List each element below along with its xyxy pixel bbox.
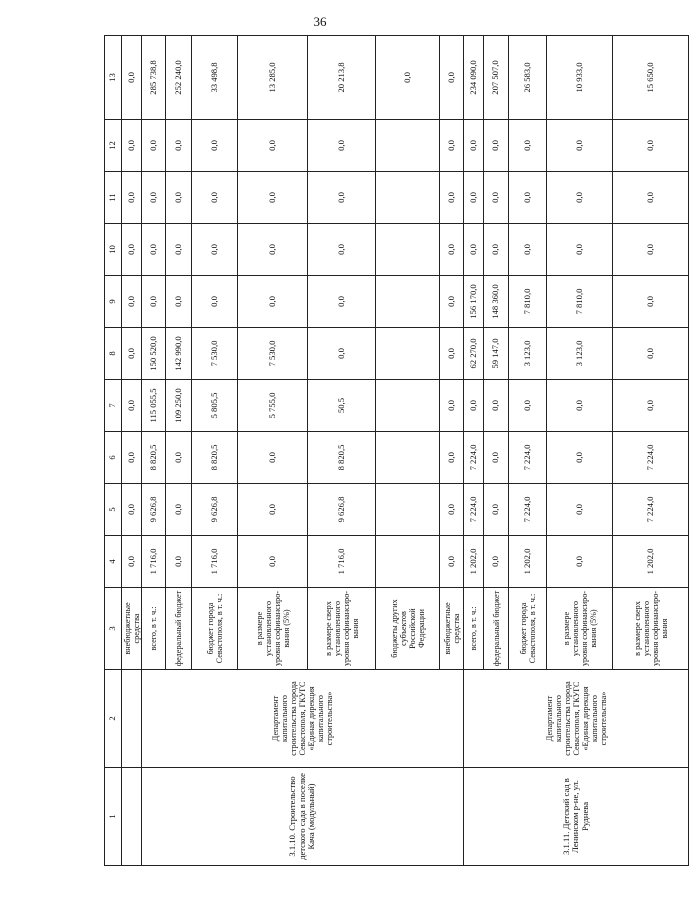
value-cell: 0,0 [464, 172, 484, 224]
value-cell: 0,0 [440, 432, 464, 484]
value-cell: 0,0 [484, 224, 509, 276]
value-cell: 0,0 [166, 276, 192, 328]
header-cell: 4 [105, 536, 122, 588]
header-cell: 11 [105, 172, 122, 224]
value-cell: 1 716,0 [308, 536, 376, 588]
value-cell: 0,0 [142, 276, 166, 328]
header-cell: 9 [105, 276, 122, 328]
funding-source-cell: федеральный бюджет [166, 588, 192, 670]
funding-source-cell: в размере сверх установленного уровня софинансиро-вания [613, 588, 689, 670]
value-cell: 0,0 [122, 224, 142, 276]
value-cell: 0,0 [484, 172, 509, 224]
funding-source-cell: внебюджетные средства [440, 588, 464, 670]
funding-source-cell: бюджет города Севастополя, в т. ч.: [509, 588, 547, 670]
header-cell: 8 [105, 328, 122, 380]
header-row [105, 36, 122, 866]
department-cell: Департамент капитального строительства города Севастополя, ГКУГС «Единая дирекция капитального строительства» [464, 670, 689, 768]
value-cell: 7 224,0 [509, 432, 547, 484]
value-cell: 150 520,0 [142, 328, 166, 380]
value-cell: 7 530,0 [238, 328, 308, 380]
table-row [464, 36, 484, 866]
value-cell: 0,0 [142, 224, 166, 276]
value-cell: 62 270,0 [464, 328, 484, 380]
value-cell: 0,0 [464, 380, 484, 432]
value-cell: 0,0 [122, 328, 142, 380]
value-cell: 0,0 [509, 120, 547, 172]
value-cell: 0,0 [238, 536, 308, 588]
value-cell: 7 810,0 [547, 276, 613, 328]
value-cell: 0,0 [484, 432, 509, 484]
value-cell: 0,0 [613, 276, 689, 328]
value-cell: 148 360,0 [484, 276, 509, 328]
value-cell: 7 224,0 [613, 484, 689, 536]
value-cell: 5 805,5 [192, 380, 238, 432]
value-cell: 9 626,8 [192, 484, 238, 536]
value-cell: 0,0 [166, 120, 192, 172]
value-cell: 50,5 [308, 380, 376, 432]
value-cell: 0,0 [613, 172, 689, 224]
value-cell: 0,0 [440, 536, 464, 588]
value-cell: 0,0 [192, 276, 238, 328]
value-cell: 0,0 [509, 172, 547, 224]
value-cell: 0,0 [547, 484, 613, 536]
value-cell: 13 285,0 [238, 36, 308, 120]
page-number: 36 [313, 14, 327, 29]
value-cell [376, 432, 440, 484]
value-cell: 0,0 [122, 120, 142, 172]
value-cell: 0,0 [308, 224, 376, 276]
value-cell [376, 224, 440, 276]
value-cell: 1 202,0 [509, 536, 547, 588]
value-cell: 59 147,0 [484, 328, 509, 380]
value-cell: 0,0 [166, 536, 192, 588]
budget-table-rotated [104, 36, 669, 866]
value-cell: 5 755,0 [238, 380, 308, 432]
budget-table [104, 35, 689, 866]
value-cell: 15 650,0 [613, 36, 689, 120]
value-cell: 33 498,8 [192, 36, 238, 120]
value-cell: 0,0 [547, 380, 613, 432]
value-cell: 3 123,0 [509, 328, 547, 380]
funding-source-cell: в размере сверх установленного уровня софинансиро-вания [308, 588, 376, 670]
value-cell: 0,0 [613, 328, 689, 380]
value-cell: 0,0 [166, 224, 192, 276]
header-cell: 10 [105, 224, 122, 276]
value-cell: 0,0 [509, 224, 547, 276]
value-cell [376, 536, 440, 588]
value-cell: 3 123,0 [547, 328, 613, 380]
funding-source-cell: в размере установленного уровня софинансиро-вания (5%) [547, 588, 613, 670]
value-cell: 0,0 [440, 380, 464, 432]
value-cell: 0,0 [122, 380, 142, 432]
value-cell: 9 626,8 [308, 484, 376, 536]
value-cell: 9 626,8 [142, 484, 166, 536]
value-cell: 0,0 [547, 224, 613, 276]
value-cell: 0,0 [238, 432, 308, 484]
value-cell: 7 224,0 [464, 432, 484, 484]
value-cell: 0,0 [484, 536, 509, 588]
value-cell: 0,0 [484, 380, 509, 432]
value-cell: 142 990,0 [166, 328, 192, 380]
value-cell: 207 507,0 [484, 36, 509, 120]
header-cell: 12 [105, 120, 122, 172]
value-cell: 1 716,0 [192, 536, 238, 588]
value-cell: 0,0 [547, 536, 613, 588]
value-cell: 0,0 [464, 120, 484, 172]
header-cell: 13 [105, 36, 122, 120]
funding-source-cell: федеральный бюджет [484, 588, 509, 670]
header-cell: 3 [105, 588, 122, 670]
value-cell: 0,0 [308, 328, 376, 380]
table-row [122, 36, 142, 866]
value-cell: 285 738,8 [142, 36, 166, 120]
value-cell: 0,0 [308, 120, 376, 172]
funding-source-cell: бюджет города Севастополя, в т. ч.: [192, 588, 238, 670]
value-cell: 26 583,0 [509, 36, 547, 120]
value-cell: 0,0 [464, 224, 484, 276]
value-cell: 0,0 [192, 172, 238, 224]
table-row [142, 36, 166, 866]
value-cell: 0,0 [308, 276, 376, 328]
header-cell: 1 [105, 768, 122, 866]
value-cell: 1 202,0 [613, 536, 689, 588]
value-cell: 0,0 [440, 120, 464, 172]
value-cell: 0,0 [122, 432, 142, 484]
value-cell: 0,0 [440, 276, 464, 328]
funding-source-cell: внебюджетные средства [122, 588, 142, 670]
value-cell: 0,0 [122, 484, 142, 536]
value-cell: 0,0 [547, 172, 613, 224]
funding-source-cell: всего, в т. ч.: [142, 588, 166, 670]
value-cell: 0,0 [440, 328, 464, 380]
header-cell: 2 [105, 670, 122, 768]
empty-cell [122, 670, 142, 768]
item-name-cell: 3.1.10. Строительство детского сада в поселке Кача (модульный) [142, 768, 464, 866]
value-cell: 0,0 [122, 36, 142, 120]
value-cell: 234 090,0 [464, 36, 484, 120]
value-cell: 0,0 [192, 224, 238, 276]
empty-cell [122, 768, 142, 866]
value-cell: 0,0 [238, 276, 308, 328]
table-body [105, 36, 689, 866]
value-cell: 0,0 [238, 120, 308, 172]
value-cell: 8 820,5 [192, 432, 238, 484]
value-cell: 7 810,0 [509, 276, 547, 328]
value-cell: 252 240,0 [166, 36, 192, 120]
value-cell: 0,0 [166, 484, 192, 536]
value-cell: 0,0 [238, 224, 308, 276]
value-cell: 1 202,0 [464, 536, 484, 588]
value-cell: 0,0 [376, 36, 440, 120]
value-cell: 0,0 [166, 172, 192, 224]
value-cell: 0,0 [484, 484, 509, 536]
value-cell: 7 530,0 [192, 328, 238, 380]
value-cell: 8 820,5 [308, 432, 376, 484]
value-cell [376, 484, 440, 536]
value-cell: 109 250,0 [166, 380, 192, 432]
value-cell: 8 820,5 [142, 432, 166, 484]
funding-source-cell: в размере установленного уровня софинансиро-вания (5%) [238, 588, 308, 670]
value-cell [376, 276, 440, 328]
value-cell: 0,0 [484, 120, 509, 172]
funding-source-cell: бюджеты других субъектов Российской Федерации [376, 588, 440, 670]
value-cell: 0,0 [122, 276, 142, 328]
value-cell: 0,0 [142, 172, 166, 224]
funding-source-cell: всего, в т. ч.: [464, 588, 484, 670]
header-cell: 7 [105, 380, 122, 432]
value-cell: 7 224,0 [464, 484, 484, 536]
value-cell: 7 224,0 [509, 484, 547, 536]
value-cell: 0,0 [308, 172, 376, 224]
value-cell: 10 933,0 [547, 36, 613, 120]
value-cell: 0,0 [440, 36, 464, 120]
header-cell: 5 [105, 484, 122, 536]
value-cell: 0,0 [440, 484, 464, 536]
value-cell: 0,0 [509, 380, 547, 432]
value-cell [376, 172, 440, 224]
value-cell: 0,0 [613, 380, 689, 432]
value-cell [376, 120, 440, 172]
department-cell: Департамент капитального строительства города Севастополя, ГКУГС «Единая дирекция капитального строительства» [142, 670, 464, 768]
value-cell: 115 055,5 [142, 380, 166, 432]
value-cell: 0,0 [142, 120, 166, 172]
value-cell: 0,0 [547, 432, 613, 484]
value-cell: 20 213,8 [308, 36, 376, 120]
value-cell: 0,0 [238, 484, 308, 536]
value-cell: 0,0 [613, 224, 689, 276]
value-cell: 0,0 [192, 120, 238, 172]
value-cell: 0,0 [440, 172, 464, 224]
value-cell: 1 716,0 [142, 536, 166, 588]
value-cell: 0,0 [547, 120, 613, 172]
value-cell: 0,0 [166, 432, 192, 484]
value-cell [376, 380, 440, 432]
value-cell: 156 170,0 [464, 276, 484, 328]
value-cell: 0,0 [440, 224, 464, 276]
value-cell: 0,0 [122, 172, 142, 224]
value-cell: 0,0 [238, 172, 308, 224]
value-cell: 0,0 [613, 120, 689, 172]
value-cell: 0,0 [122, 536, 142, 588]
header-cell: 6 [105, 432, 122, 484]
value-cell: 7 224,0 [613, 432, 689, 484]
value-cell [376, 328, 440, 380]
item-name-cell: 3.1.11. Детский сад в Ленинском р-не, ул. Руднева [464, 768, 689, 866]
